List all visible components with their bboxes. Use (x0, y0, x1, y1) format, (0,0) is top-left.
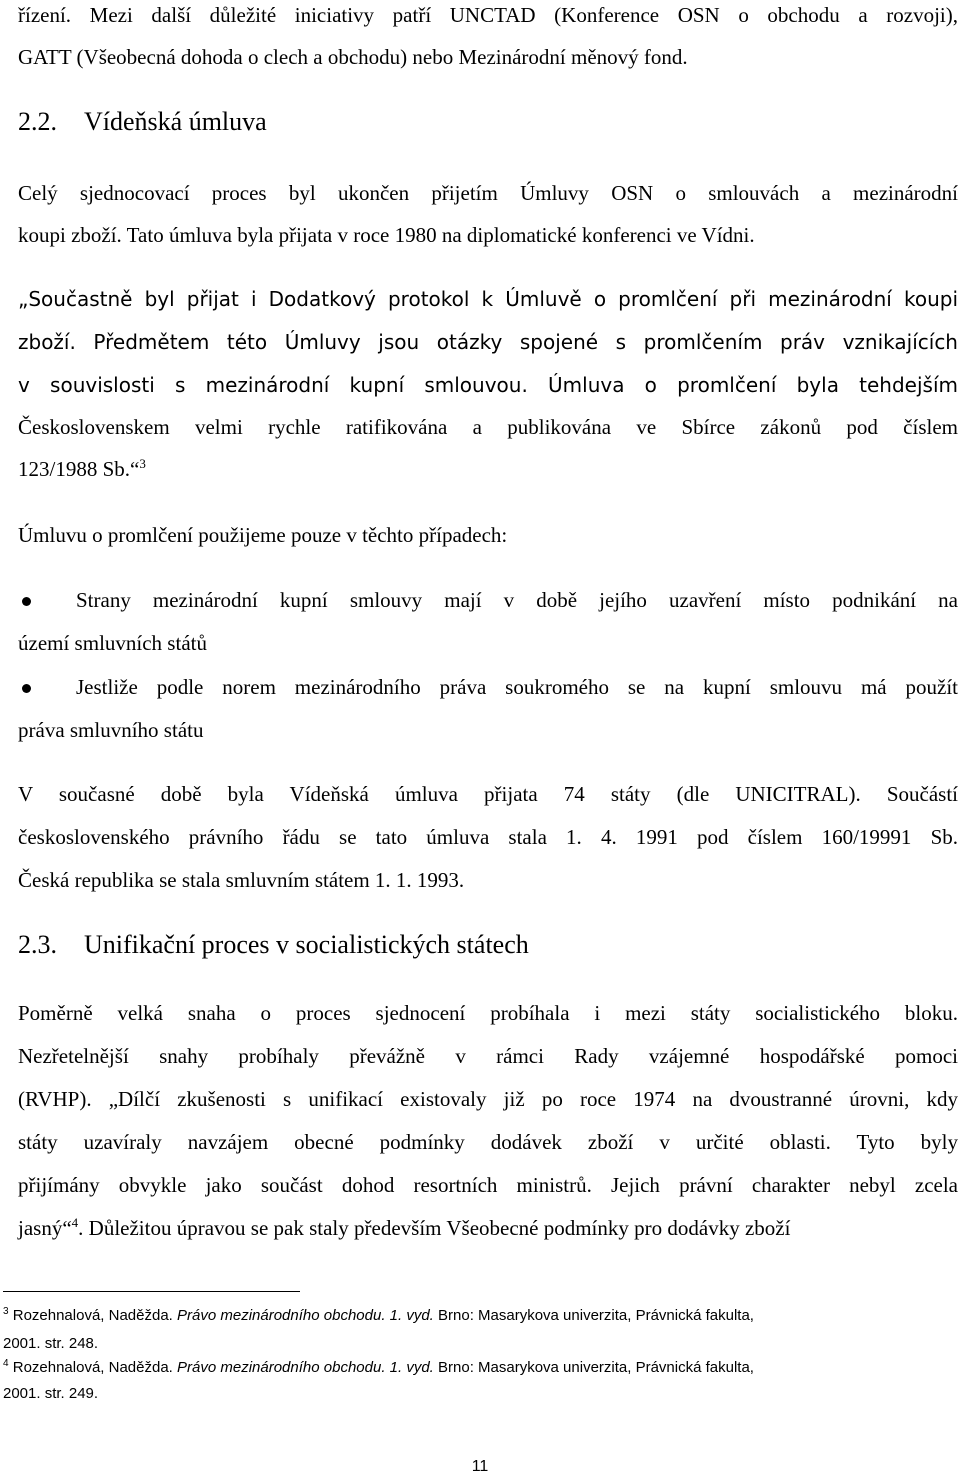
quote-line: v souvislosti s mezinárodní kupní smlouvou. Úmluva o promlčení byla tehdejším (18, 373, 958, 397)
footnote-number: 4 (3, 1358, 9, 1369)
footnote-ref-3[interactable]: 3 (139, 456, 146, 471)
paragraph-line: přijímány obvykle jako součást dohod resortních ministrů. Jejich právní charakter nebyl zcela (18, 1173, 958, 1197)
footnote-4 (3, 1358, 953, 1378)
section-heading-2-3 (18, 929, 958, 961)
paragraph-line: Poměrně velká snaha o proces sjednocení probíhala i mezi státy socialistického bloku. (18, 1001, 958, 1025)
footnote-rest: Brno: Masarykova univerzita, Právnická fakulta, (433, 1307, 754, 1324)
bullet-icon (22, 684, 31, 693)
paragraph-line: Česká republika se stala smluvním státem 1. 1. 1993. (18, 868, 465, 892)
section-title: Vídeňská úmluva (84, 107, 267, 136)
footnote-number: 3 (3, 1306, 9, 1317)
list-intro: Úmluvu o promlčení použijeme pouze v těchto případech: (18, 523, 508, 547)
quote-end-text: 123/1988 Sb.“ (18, 457, 140, 481)
paragraph-line: československého právního řádu se tato úmluva stala 1. 4. 1991 pod číslem 160/19991 Sb. (18, 825, 958, 849)
paragraph-line-last (18, 1215, 958, 1241)
paragraph-line: GATT (Všeobecná dohoda o clech a obchodu) nebo Mezinárodní měnový fond. (18, 45, 688, 69)
footnote-3-line2: 2001. str. 248. (3, 1335, 99, 1352)
footnote-author: Rozehnalová, Naděžda. (12, 1307, 178, 1324)
bullet-item-line: Strany mezinárodní kupní smlouvy mají v době jejího uzavření místo podnikání na (76, 588, 958, 612)
section-title: Unifikační proces v socialistických státech (84, 930, 529, 959)
footnote-separator (3, 1291, 300, 1292)
footnote-3 (3, 1306, 953, 1326)
paragraph-line: V současné době byla Vídeňská úmluva přijata 74 státy (dle UNICITRAL). Součástí (18, 782, 958, 806)
bullet-item-line: Jestliže podle norem mezinárodního práva soukromého se na kupní smlouvu má použít (76, 675, 958, 699)
paragraph-line: Celý sjednocovací proces byl ukončen přijetím Úmluvy OSN o smlouvách a mezinárodní (18, 181, 958, 205)
paragraph-line: (RVHP). „Dílčí zkušenosti s unifikací existovaly již po roce 1974 na dvoustranné úrovni, kdy (18, 1087, 958, 1111)
paragraph-line: řízení. Mezi další důležité iniciativy patří UNCTAD (Konference OSN o obchodu a rozvoji), (18, 3, 958, 27)
quote-line: „Součastně byl přijat i Dodatkový protokol k Úmluvě o promlčení při mezinárodní koupi (18, 287, 958, 311)
section-number: 2.3. (18, 930, 57, 959)
section-number: 2.2. (18, 107, 57, 136)
footnote-title: Právo mezinárodního obchodu. 1. vyd. (177, 1359, 434, 1376)
section-heading-2-2 (18, 106, 958, 138)
paragraph-line: koupi zboží. Tato úmluva byla přijata v roce 1980 na diplomatické konferenci ve Vídni. (18, 223, 755, 247)
bullet-item-continuation: území smluvních států (18, 631, 207, 655)
bullet-item-continuation: práva smluvního státu (18, 718, 204, 742)
quote-line: Československem velmi rychle ratifikována a publikována ve Sbírce zákonů pod číslem (18, 415, 958, 439)
paragraph-line: státy uzavíraly navzájem obecné podmínky dodávek zboží v určité oblasti. Tyto byly (18, 1130, 958, 1154)
quote-line: zboží. Předmětem této Úmluvy jsou otázky spojené s promlčením práv vznikajících (18, 330, 958, 354)
quote-end-line (18, 456, 958, 482)
footnote-4-line2: 2001. str. 249. (3, 1385, 99, 1402)
text-fragment: jasný“ (18, 1216, 72, 1240)
text-fragment: . Důležitou úpravou se pak staly především Všeobecné podmínky pro dodávky zboží (78, 1216, 791, 1240)
bullet-icon (22, 597, 31, 606)
footnote-ref-4[interactable]: 4 (71, 1215, 79, 1230)
page-number: 11 (471, 1458, 489, 1475)
paragraph-line: Nezřetelnější snahy probíhaly převážně v rámci Rady vzájemné hospodářské pomoci (18, 1044, 958, 1068)
footnote-title: Právo mezinárodního obchodu. 1. vyd. (177, 1307, 434, 1324)
footnote-author: Rozehnalová, Naděžda. (12, 1359, 178, 1376)
footnote-rest: Brno: Masarykova univerzita, Právnická fakulta, (433, 1359, 754, 1376)
